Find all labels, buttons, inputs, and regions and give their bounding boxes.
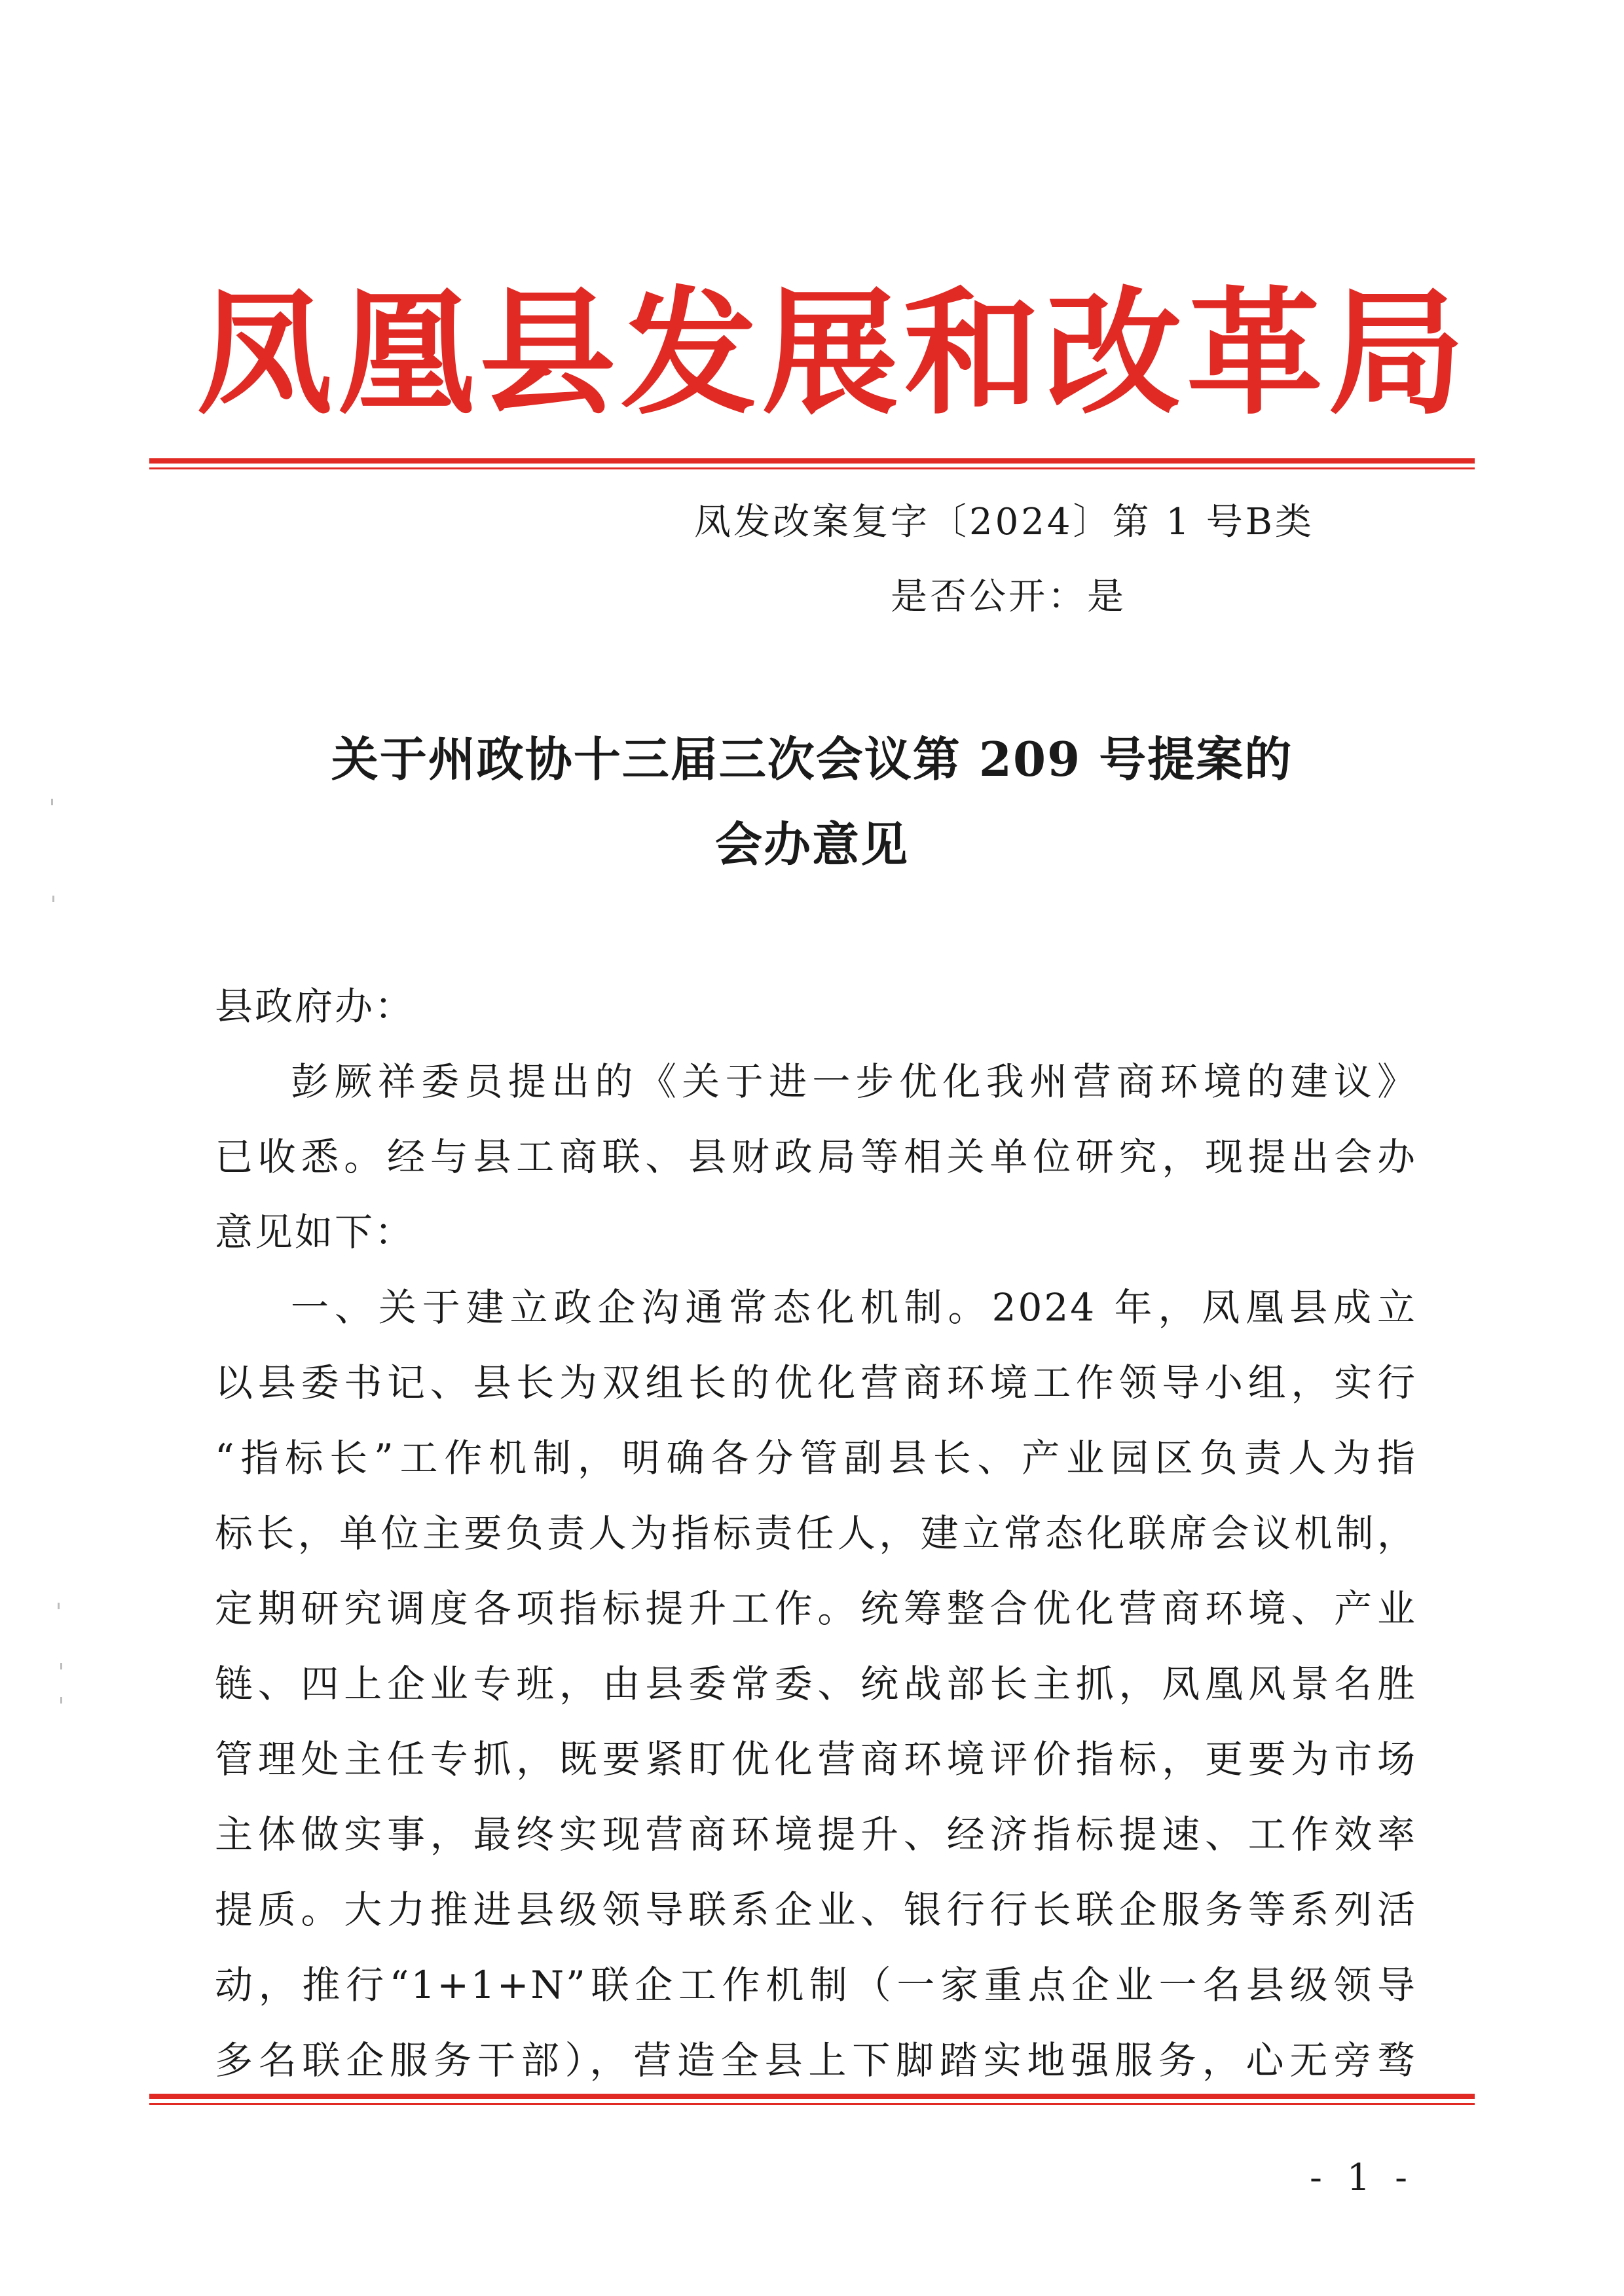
header-red-rule bbox=[149, 458, 1475, 471]
scan-margin-mark bbox=[51, 799, 53, 805]
header-rule-thin bbox=[149, 467, 1475, 469]
scan-margin-mark bbox=[60, 1697, 62, 1704]
document-number: 凤发改案复字〔2024〕第 1 号B类 bbox=[694, 501, 1314, 543]
body-line: 链、四上企业专班，由县委常委、统战部长主抓，凤凰风景名胜 bbox=[215, 1662, 1417, 1706]
footer-red-rule bbox=[149, 2094, 1475, 2107]
body-line: 提质。大力推进县级领导联系企业、银行行长联企服务等系列活 bbox=[215, 1887, 1417, 1932]
body-line: 已收悉。经与县工商联、县财政局等相关单位研究，现提出会办 bbox=[215, 1135, 1417, 1179]
scan-margin-mark bbox=[58, 1603, 60, 1609]
body-line: 定期研究调度各项指标提升工作。统筹整合优化营商环境、产业 bbox=[215, 1586, 1417, 1631]
body-line: 一、关于建立政企沟通常态化机制。2024 年，凤凰县成立 bbox=[291, 1285, 1417, 1330]
salutation: 县政府办： bbox=[215, 984, 415, 1029]
body-line: 标长，单位主要负责人为指标责任人，建立常态化联席会议机制， bbox=[215, 1511, 1417, 1556]
body-line: 动，推行“1+1+N”联企工作机制（一家重点企业一名县级领导 bbox=[215, 1963, 1417, 2007]
page-number: - 1 - bbox=[1310, 2157, 1414, 2199]
body-line: 管理处主任专抓，既要紧盯优化营商环境评价指标，更要为市场 bbox=[215, 1737, 1417, 1781]
document-title-line-2: 会办意见 bbox=[714, 816, 909, 872]
body-line: 彭厥祥委员提出的《关于进一步优化我州营商环境的建议》 bbox=[291, 1059, 1417, 1104]
document-title-line-1: 关于州政协十三届三次会议第 209 号提案的 bbox=[331, 731, 1293, 787]
document-body bbox=[215, 969, 1417, 2098]
body-line: “指标长”工作机制，明确各分管副县长、产业园区负责人为指 bbox=[215, 1436, 1417, 1480]
body-line: 意见如下： bbox=[215, 1210, 415, 1254]
body-line: 多名联企服务干部），营造全县上下脚踏实地强服务，心无旁骛 bbox=[215, 2038, 1417, 2083]
agency-header-title: 凤凰县发展和改革局 bbox=[196, 274, 1469, 433]
public-disclosure-flag: 是否公开：是 bbox=[891, 575, 1126, 618]
scan-margin-mark bbox=[60, 1663, 62, 1669]
scan-margin-mark bbox=[52, 896, 54, 902]
body-line: 主体做实事，最终实现营商环境提升、经济指标提速、工作效率 bbox=[215, 1812, 1417, 1857]
footer-rule-thin bbox=[149, 2103, 1475, 2105]
document-title bbox=[196, 717, 1428, 887]
header-rule-thick bbox=[149, 458, 1475, 464]
footer-rule-thick bbox=[149, 2094, 1475, 2099]
body-line: 以县委书记、县长为双组长的优化营商环境工作领导小组，实行 bbox=[215, 1360, 1417, 1405]
